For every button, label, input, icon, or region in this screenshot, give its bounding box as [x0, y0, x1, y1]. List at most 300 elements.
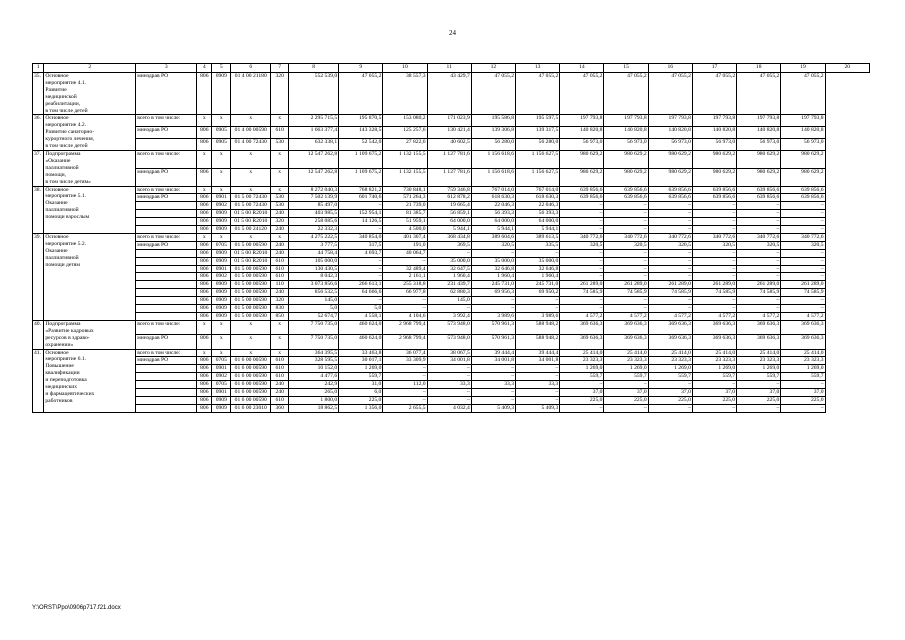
table-cell: 5 944,1 [516, 226, 560, 234]
table-row [33, 233, 870, 241]
table-cell: – [737, 249, 781, 257]
table-cell: 32 489,4 [383, 265, 427, 273]
table-cell: – [516, 305, 560, 313]
table-cell: 0705 [212, 381, 231, 389]
table-cell: 1 156 627,5 [516, 150, 560, 168]
table-cell: 23 323,3 [781, 357, 825, 365]
program-name-line: Подпрограмма [45, 320, 81, 327]
table-cell: – [648, 305, 692, 313]
table-cell: 258 085,6 [289, 218, 339, 226]
table-cell: 0901 [212, 194, 231, 202]
table-cell: – [737, 297, 781, 305]
table-cell: x [212, 233, 231, 241]
program-name-line: реабилитации, [45, 100, 81, 107]
table-cell: 806 [197, 168, 212, 186]
program-name-line: паллиативной [45, 207, 79, 214]
table-cell: 610 [271, 357, 289, 365]
table-cell: 25 414,0 [692, 349, 736, 357]
table-cell: 01 6 00 00590 [231, 381, 271, 389]
table-cell: 18 862,5 [289, 404, 339, 412]
funding-source [136, 313, 197, 321]
table-cell: 460 624,0 [339, 335, 383, 349]
table-cell: – [604, 381, 648, 389]
table-cell: x [271, 233, 289, 241]
funding-source: минздрав РО [136, 241, 197, 249]
table-cell: 153 080,2 [383, 115, 427, 127]
table-cell: – [648, 265, 692, 273]
table-cell: 806 [197, 210, 212, 218]
table-cell: 369 636,3 [692, 335, 736, 349]
table-cell: 767 014,0 [516, 186, 560, 194]
table-cell: 588 948,2 [516, 335, 560, 349]
table-cell: – [560, 202, 604, 210]
table-cell: – [737, 210, 781, 218]
table-cell: – [516, 389, 560, 397]
table-cell: – [648, 226, 692, 234]
table-cell: 140 820,8 [604, 127, 648, 139]
table-cell: 47 055,2 [339, 73, 383, 115]
table-cell: 570 961,3 [471, 335, 515, 349]
column-number-header: 1 [33, 64, 44, 73]
table-cell: – [516, 249, 560, 257]
table-cell: 47 055,2 [648, 73, 692, 115]
table-row [33, 202, 870, 210]
table-cell: – [692, 202, 736, 210]
table-cell: 197 793,8 [737, 115, 781, 127]
table-cell: 33,3 [427, 381, 471, 389]
table-cell: 85 497,0 [289, 202, 339, 210]
program-name-line: Повышение [45, 363, 74, 370]
table-cell: 806 [197, 218, 212, 226]
table-cell: 632 338,1 [289, 139, 339, 151]
table-cell: 0902 [212, 273, 231, 281]
table-cell: 240 [271, 249, 289, 257]
funding-source [136, 226, 197, 234]
table-cell: 240 [271, 210, 289, 218]
program-name-line: помощи взрослым [45, 214, 90, 221]
table-row [33, 218, 870, 226]
table-cell: – [737, 404, 781, 412]
table-cell: 140 820,8 [737, 127, 781, 139]
table-cell: 1 960,4 [516, 273, 560, 281]
table-cell: 1 269,0 [604, 365, 648, 373]
table-cell: 980 629,2 [781, 168, 825, 186]
table-cell: 530 [271, 194, 289, 202]
table-cell: – [516, 297, 560, 305]
table-cell: 01 6 00 00590 [231, 396, 271, 404]
table-cell: 23 323,3 [560, 357, 604, 365]
table-cell: 74 585,9 [604, 289, 648, 297]
table-cell: 4 577,2 [737, 313, 781, 321]
table-cell: 850 [271, 313, 289, 321]
table-cell: 403 985,5 [289, 210, 339, 218]
table-cell: 369 636,3 [560, 320, 604, 334]
table-cell: – [604, 249, 648, 257]
table-cell: 195 870,5 [339, 115, 383, 127]
table-cell: 3 073 856,6 [289, 281, 339, 289]
table-cell: 255 318,8 [383, 281, 427, 289]
table-cell: 01 4 00 21180 [231, 73, 271, 115]
program-name [44, 150, 136, 186]
table-row [33, 349, 870, 357]
funding-source [136, 265, 197, 273]
table-cell: 171 023,9 [427, 115, 471, 127]
table-cell: 37,0 [692, 389, 736, 397]
table-cell: 5,0 [339, 305, 383, 313]
table-cell: 64 000,0 [471, 218, 515, 226]
table-row [33, 357, 870, 365]
table-cell: 125 257,6 [383, 127, 427, 139]
table-cell: – [781, 273, 825, 281]
table-cell: 340 772,6 [692, 233, 736, 241]
table-cell: x [212, 115, 231, 127]
table-cell: 35 000,0 [516, 257, 560, 265]
table-cell: 806 [197, 226, 212, 234]
table-cell: 0909 [212, 289, 231, 297]
table-cell: 01 5 00 72430 [231, 194, 271, 202]
table-cell: 25 414,0 [648, 349, 692, 357]
table-cell: 559,7 [737, 373, 781, 381]
table-cell: 573 948,0 [427, 320, 471, 334]
table-cell: – [781, 381, 825, 389]
table-cell: 369,5 [427, 241, 471, 249]
table-cell: 25 414,0 [560, 349, 604, 357]
table-cell: x [212, 186, 231, 194]
table-cell: 0909 [212, 281, 231, 289]
table-cell: 1 156 618,6 [471, 168, 515, 186]
table-row [33, 404, 870, 412]
program-name-line: Оказание [45, 247, 68, 254]
table-cell: – [781, 265, 825, 273]
table-cell: – [781, 226, 825, 234]
table-cell: 369 636,3 [781, 335, 825, 349]
table-cell: 364 395,5 [289, 349, 339, 357]
table-cell: 25 414,0 [604, 349, 648, 357]
table-row [33, 396, 870, 404]
table-cell: 320,5 [471, 241, 515, 249]
table-cell: 1 269,0 [339, 365, 383, 373]
table-cell: 56 280,0 [516, 139, 560, 151]
table-cell: 242,9 [289, 381, 339, 389]
table-cell: – [339, 297, 383, 305]
table-cell: 369 636,3 [692, 320, 736, 334]
table-cell: 01 5 00 00590 [231, 313, 271, 321]
program-name-line: Основное [45, 233, 69, 240]
table-cell: – [516, 365, 560, 373]
table-cell: 261 289,0 [737, 281, 781, 289]
table-cell: 980 629,2 [648, 168, 692, 186]
table-cell: x [231, 320, 271, 334]
table-cell: 01 6 00 23010 [231, 404, 271, 412]
table-cell: – [692, 273, 736, 281]
table-cell: 69 950,2 [516, 289, 560, 297]
table-cell: 610 [271, 396, 289, 404]
table-cell: 23 323,3 [737, 357, 781, 365]
table-cell: 01 4 00 00590 [231, 127, 271, 139]
table-cell: 130 430,5 [289, 265, 339, 273]
funding-source: всего в том числе: [136, 349, 197, 357]
table-cell: 01 5 00 72430 [231, 202, 271, 210]
program-name-line: Основное [45, 186, 69, 193]
table-cell: 44 758,4 [289, 249, 339, 257]
table-cell: 559,7 [648, 373, 692, 381]
table-cell: 320,5 [692, 241, 736, 249]
table-cell: 39 444,4 [516, 349, 560, 357]
table-row [33, 139, 870, 151]
table-cell: 140 820,8 [781, 127, 825, 139]
table-cell: 225,0 [737, 396, 781, 404]
table-cell: 4 577,2 [648, 313, 692, 321]
table-cell: 0902 [212, 202, 231, 210]
table-cell: – [427, 396, 471, 404]
table-cell: 8 042,3 [289, 273, 339, 281]
table-cell: – [560, 381, 604, 389]
program-name-line: мероприятие 4.1. [45, 79, 87, 86]
table-cell: 573 948,0 [427, 335, 471, 349]
table-cell: – [737, 226, 781, 234]
table-cell: – [383, 373, 427, 381]
table-cell: 0705 [212, 241, 231, 249]
page-number: 24 [449, 29, 456, 37]
program-name-line: охранении» [45, 341, 74, 348]
table-cell: 01 5 00 00590 [231, 273, 271, 281]
program-name [44, 233, 136, 320]
table-cell: 639 856,6 [692, 186, 736, 194]
table-cell: 320 [271, 73, 289, 115]
column-number-header: 4 [197, 64, 212, 73]
table-cell: 0909 [212, 257, 231, 265]
row-number: 36. [33, 115, 44, 151]
table-cell: – [471, 373, 515, 381]
table-cell: 225,0 [560, 396, 604, 404]
table-cell: 197 793,8 [560, 115, 604, 127]
table-cell: 368 434,8 [427, 233, 471, 241]
table-cell: – [737, 273, 781, 281]
table-cell: – [648, 404, 692, 412]
table-cell: 4 104,6 [383, 313, 427, 321]
table-cell: 320,5 [648, 241, 692, 249]
program-name-line: «Оказание [45, 157, 71, 164]
table-cell: 3 992,4 [427, 313, 471, 321]
table-cell: 980 629,2 [692, 168, 736, 186]
table-cell: 8 272 040,3 [289, 186, 339, 194]
program-name-line: ресурсов в здраво- [45, 334, 90, 341]
row-number: 41. [33, 349, 44, 412]
program-name-line: Подпрограмма [45, 150, 81, 157]
table-cell: 0909 [212, 73, 231, 115]
table-cell: 1 663 377,4 [289, 127, 339, 139]
table-cell: 51 959,1 [383, 218, 427, 226]
table-cell: 806 [197, 265, 212, 273]
table-cell: 0905 [212, 127, 231, 139]
table-cell: 1 109 675,2 [339, 150, 383, 168]
table-cell: 0909 [212, 297, 231, 305]
table-cell: 36 077,4 [383, 349, 427, 357]
table-cell: x [271, 186, 289, 194]
table-cell: 320,5 [781, 241, 825, 249]
table-cell: 340 772,6 [604, 233, 648, 241]
table-row [33, 194, 870, 202]
table-cell: 5 409,3 [516, 404, 560, 412]
table-cell: 47 055,2 [781, 73, 825, 115]
funding-source [136, 273, 197, 281]
table-cell: 1 269,0 [648, 365, 692, 373]
table-cell: 806 [197, 389, 212, 397]
table-cell: 610 [271, 273, 289, 281]
table-cell: 33 309,9 [383, 357, 427, 365]
table-cell: – [339, 257, 383, 265]
table-cell: 225,0 [692, 396, 736, 404]
table-cell: 140 820,8 [692, 127, 736, 139]
table-cell: – [383, 365, 427, 373]
funding-source [136, 396, 197, 404]
table-cell: – [427, 373, 471, 381]
table-cell: x [231, 335, 271, 349]
table-cell: 588 948,2 [516, 320, 560, 334]
table-cell: 639 856,6 [604, 186, 648, 194]
table-cell: – [560, 257, 604, 265]
table-cell: 559,7 [781, 373, 825, 381]
funding-source [136, 210, 197, 218]
table-cell: 601 740,6 [339, 194, 383, 202]
table-cell: 806 [197, 257, 212, 265]
table-cell: 22 046,3 [471, 202, 515, 210]
table-cell: 618 630,3 [516, 194, 560, 202]
table-cell: 328 595,5 [289, 357, 339, 365]
table-cell: 56 393,3 [471, 210, 515, 218]
table-cell: 639 856,6 [692, 194, 736, 202]
funding-source: минздрав РО [136, 335, 197, 349]
row-number: 40. [33, 320, 44, 349]
program-name-line: «Развитие кадровых [45, 327, 94, 334]
table-cell: – [692, 265, 736, 273]
program-name-line: в том числе детей [45, 143, 88, 150]
file-path-footer: Y:\ORST\Ppo\0906p717.f21.docx [32, 605, 121, 611]
table-cell: – [648, 249, 692, 257]
table-cell: 245 731,0 [471, 281, 515, 289]
table-cell: x [271, 349, 289, 357]
funding-source [136, 289, 197, 297]
table-cell: – [560, 273, 604, 281]
table-cell: 1 960,4 [471, 273, 515, 281]
table-cell: x [231, 168, 271, 186]
table-cell: x [271, 168, 289, 186]
table-cell: 40 064,7 [383, 249, 427, 257]
table-cell: 340 772,6 [737, 233, 781, 241]
table-cell: 460 624,0 [339, 320, 383, 334]
column-number-header: 14 [560, 64, 604, 73]
table-cell: 980 629,2 [781, 150, 825, 168]
table-cell: 74 585,9 [648, 289, 692, 297]
table-cell: – [560, 305, 604, 313]
column-number-header: 9 [339, 64, 383, 73]
table-cell: 4 477,6 [289, 373, 339, 381]
table-cell: – [648, 218, 692, 226]
table-cell: 389 613,5 [516, 233, 560, 241]
table-cell: – [560, 265, 604, 273]
table-cell: 389 604,6 [471, 233, 515, 241]
table-cell: – [737, 202, 781, 210]
table-cell: 639 856,6 [560, 194, 604, 202]
program-name-line: Основное [45, 73, 69, 79]
table-row [33, 127, 870, 139]
funding-source [136, 365, 197, 373]
table-row [33, 289, 870, 297]
program-name-line: работников [45, 397, 73, 404]
table-cell: 369 636,3 [560, 335, 604, 349]
table-cell: 56 393,3 [516, 210, 560, 218]
table-cell: – [560, 210, 604, 218]
table-cell: 245 731,0 [516, 281, 560, 289]
table-cell: 0909 [212, 396, 231, 404]
table-cell: – [737, 257, 781, 265]
table-cell: – [471, 249, 515, 257]
table-cell: 64 000,0 [516, 218, 560, 226]
funding-source: минздрав РО [136, 357, 197, 365]
table-cell: 767 014,0 [471, 186, 515, 194]
table-cell: 980 629,2 [604, 150, 648, 168]
table-cell: – [781, 249, 825, 257]
table-cell: 570 961,3 [471, 320, 515, 334]
program-name-line: медицинской [45, 93, 77, 100]
table-cell: 1 109 675,2 [339, 168, 383, 186]
table-row [33, 150, 870, 168]
table-cell: 261 289,0 [781, 281, 825, 289]
table-cell: 74 585,9 [781, 289, 825, 297]
table-cell: 56 280,0 [471, 139, 515, 151]
table-cell: 22 332,3 [289, 226, 339, 234]
table-row [33, 186, 870, 194]
funding-source [136, 389, 197, 397]
column-number-header: 3 [136, 64, 197, 73]
table-cell: 980 629,2 [737, 168, 781, 186]
column-number-header: 5 [212, 64, 231, 73]
table-cell: 35 000,0 [427, 257, 471, 265]
table-cell: – [692, 305, 736, 313]
table-cell: – [471, 396, 515, 404]
table-cell: – [692, 257, 736, 265]
table-cell: 1 800,0 [289, 396, 339, 404]
table-cell: 320 [271, 218, 289, 226]
funding-source: всего в том числе: [136, 320, 197, 334]
table-cell: 0909 [212, 249, 231, 257]
table-cell: – [604, 226, 648, 234]
table-cell: – [648, 202, 692, 210]
program-name-line: помощи, [45, 171, 67, 178]
table-cell: 2 161,1 [383, 273, 427, 281]
table-cell: 195 586,8 [471, 115, 515, 127]
table-cell: 197 793,8 [781, 115, 825, 127]
table-cell: 639 856,6 [604, 194, 648, 202]
table-cell: 806 [197, 396, 212, 404]
table-cell: – [781, 202, 825, 210]
table-cell: 32 647,5 [427, 265, 471, 273]
table-cell: 240 [271, 289, 289, 297]
table-cell: 340 854,0 [339, 233, 383, 241]
table-cell: 571 264,3 [383, 194, 427, 202]
table-cell: 225,0 [781, 396, 825, 404]
column-number-header: 18 [737, 64, 781, 73]
table-cell: 369 636,3 [737, 320, 781, 334]
table-cell: 856 532,5 [289, 289, 339, 297]
table-cell: 01 5 00 R2010 [231, 257, 271, 265]
table-cell: 56 973,0 [737, 139, 781, 151]
table-cell: 768 821,2 [339, 186, 383, 194]
table-cell: 639 856,6 [781, 194, 825, 202]
column-number-header: 6 [231, 64, 271, 73]
table-cell: 1 356,0 [339, 404, 383, 412]
table-cell: 806 [197, 289, 212, 297]
